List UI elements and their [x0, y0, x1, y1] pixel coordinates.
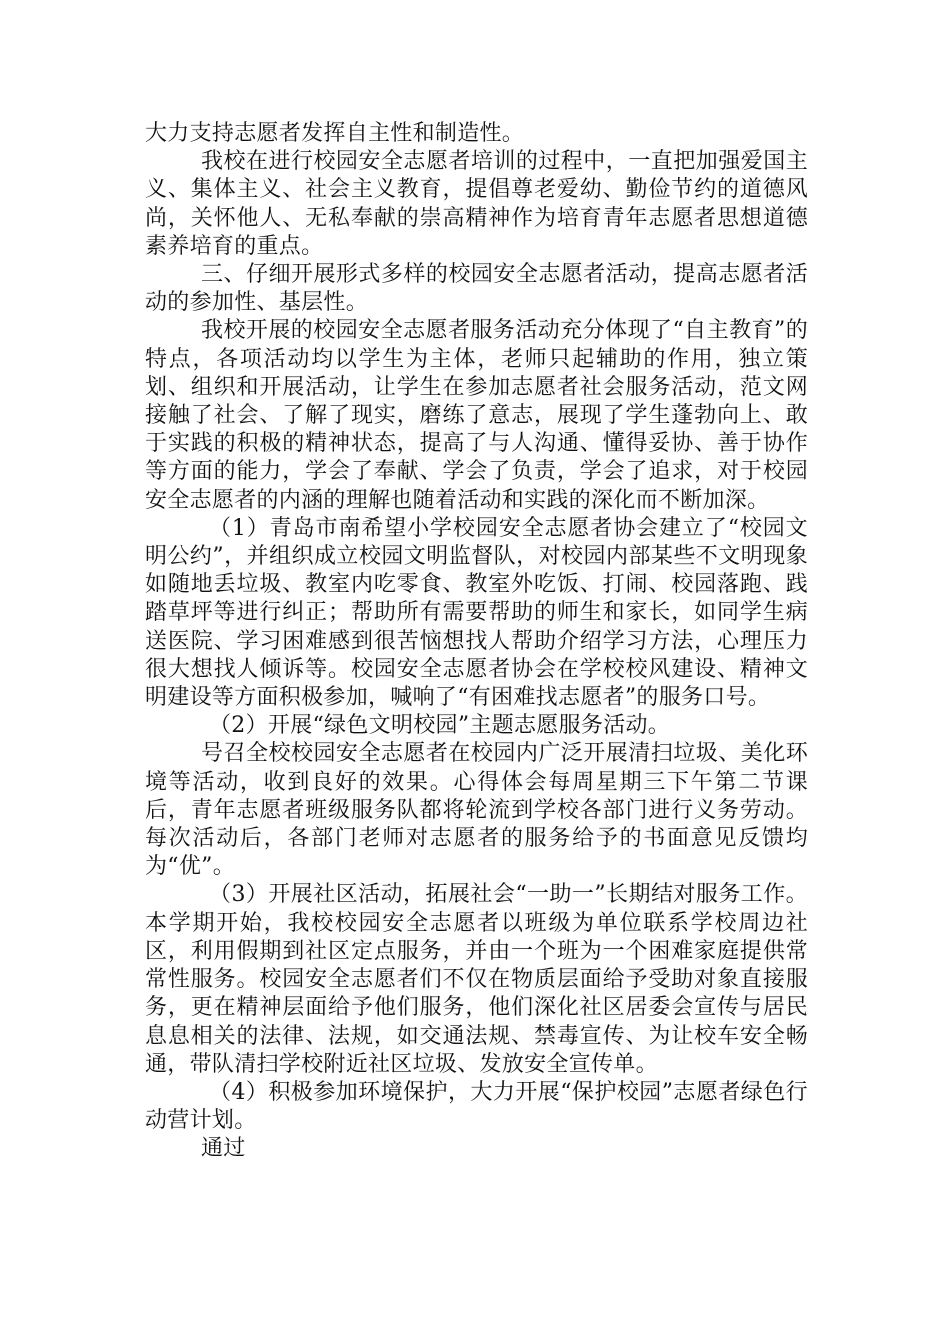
- paragraph-self-education: 我校开展的校园安全志愿者服务活动充分体现了“自主教育”的特点，各项活动均以学生为主体，老师只起辅助的作用，独立策划、组织和开展活动，让学生在参加志愿者社会服务活动，范文网接触了社会、了解了现实，磨练了意志，展现了学生蓬勃向上、敢于实践的积极的精神状态，提高了与人沟通、懂得妥协、善于协作等方面的能力，学会了奉献、学会了负责，学会了追求，对于校园安全志愿者的内涵的理解也随着活动和实践的深化而不断加深。: [145, 318, 808, 513]
- paragraph-item-2: （2）开展“绿色文明校园”主题志愿服务活动。: [209, 713, 671, 739]
- document-body: [145, 120, 808, 1164]
- paragraph-item-4: （4）积极参加环境保护，大力开展“保护校园”志愿者绿色行动营计划。: [145, 1079, 808, 1134]
- paragraph-training: 我校在进行校园安全志愿者培训的过程中，一直把加强爱国主义、集体主义、社会主义教育，提倡尊老爱幼、勤俭节约的道德风尚，关怀他人、无私奉献的崇高精神作为培育青年志愿者思想道德素养培育的重点。: [145, 149, 808, 259]
- paragraph-green-campus: 号召全校校园安全志愿者在校园内广泛开展清扫垃圾、美化环境等活动，收到良好的效果。心得体会每周星期三下午第二节课后，青年志愿者班级服务队都将轮流到学校各部门进行义务劳动。每次活动后，各部门老师对志愿者的服务给予的书面意见反馈均为“优”。: [145, 741, 808, 880]
- paragraph-trailing: 通过: [201, 1136, 246, 1162]
- paragraph-continuation: 大力支持志愿者发挥自主性和制造性。: [145, 121, 525, 146]
- section-heading-3: 三、仔细开展形式多样的校园安全志愿者活动，提高志愿者活动的参加性、基层性。: [145, 262, 808, 316]
- paragraph-item-1: （1）青岛市南希望小学校园安全志愿者协会建立了“校园文明公约”，并组织成立校园文明监督队，对校园内部某些不文明现象如随地丢垃圾、教室内吃零食、教室外吃饭、打闹、校园落跑、践踏草坪等进行纠正；帮助所有需要帮助的师生和家长，如同学生病送医院、学习困难感到很苦恼想找人帮助介绍学习方法，心理压力很大想找人倾诉等。校园安全志愿者协会在学校校风建设、精神文明建设等方面积极参加，喊响了“有困难找志愿者”的服务口号。: [145, 515, 808, 711]
- paragraph-item-3: （3）开展社区活动，拓展社会“一助一”长期结对服务工作。本学期开始，我校校园安全志愿者以班级为单位联系学校周边社区，利用假期到社区定点服务，并由一个班为一个困难家庭提供常常性服务。校园安全志愿者们不仅在物质层面给予受助对象直接服务，更在精神层面给予他们服务，他们深化社区居委会宣传与居民息息相关的法律、法规，如交通法规、禁毒宣传、为让校车安全畅通，带队清扫学校附近社区垃圾、发放安全宣传单。: [145, 882, 808, 1077]
